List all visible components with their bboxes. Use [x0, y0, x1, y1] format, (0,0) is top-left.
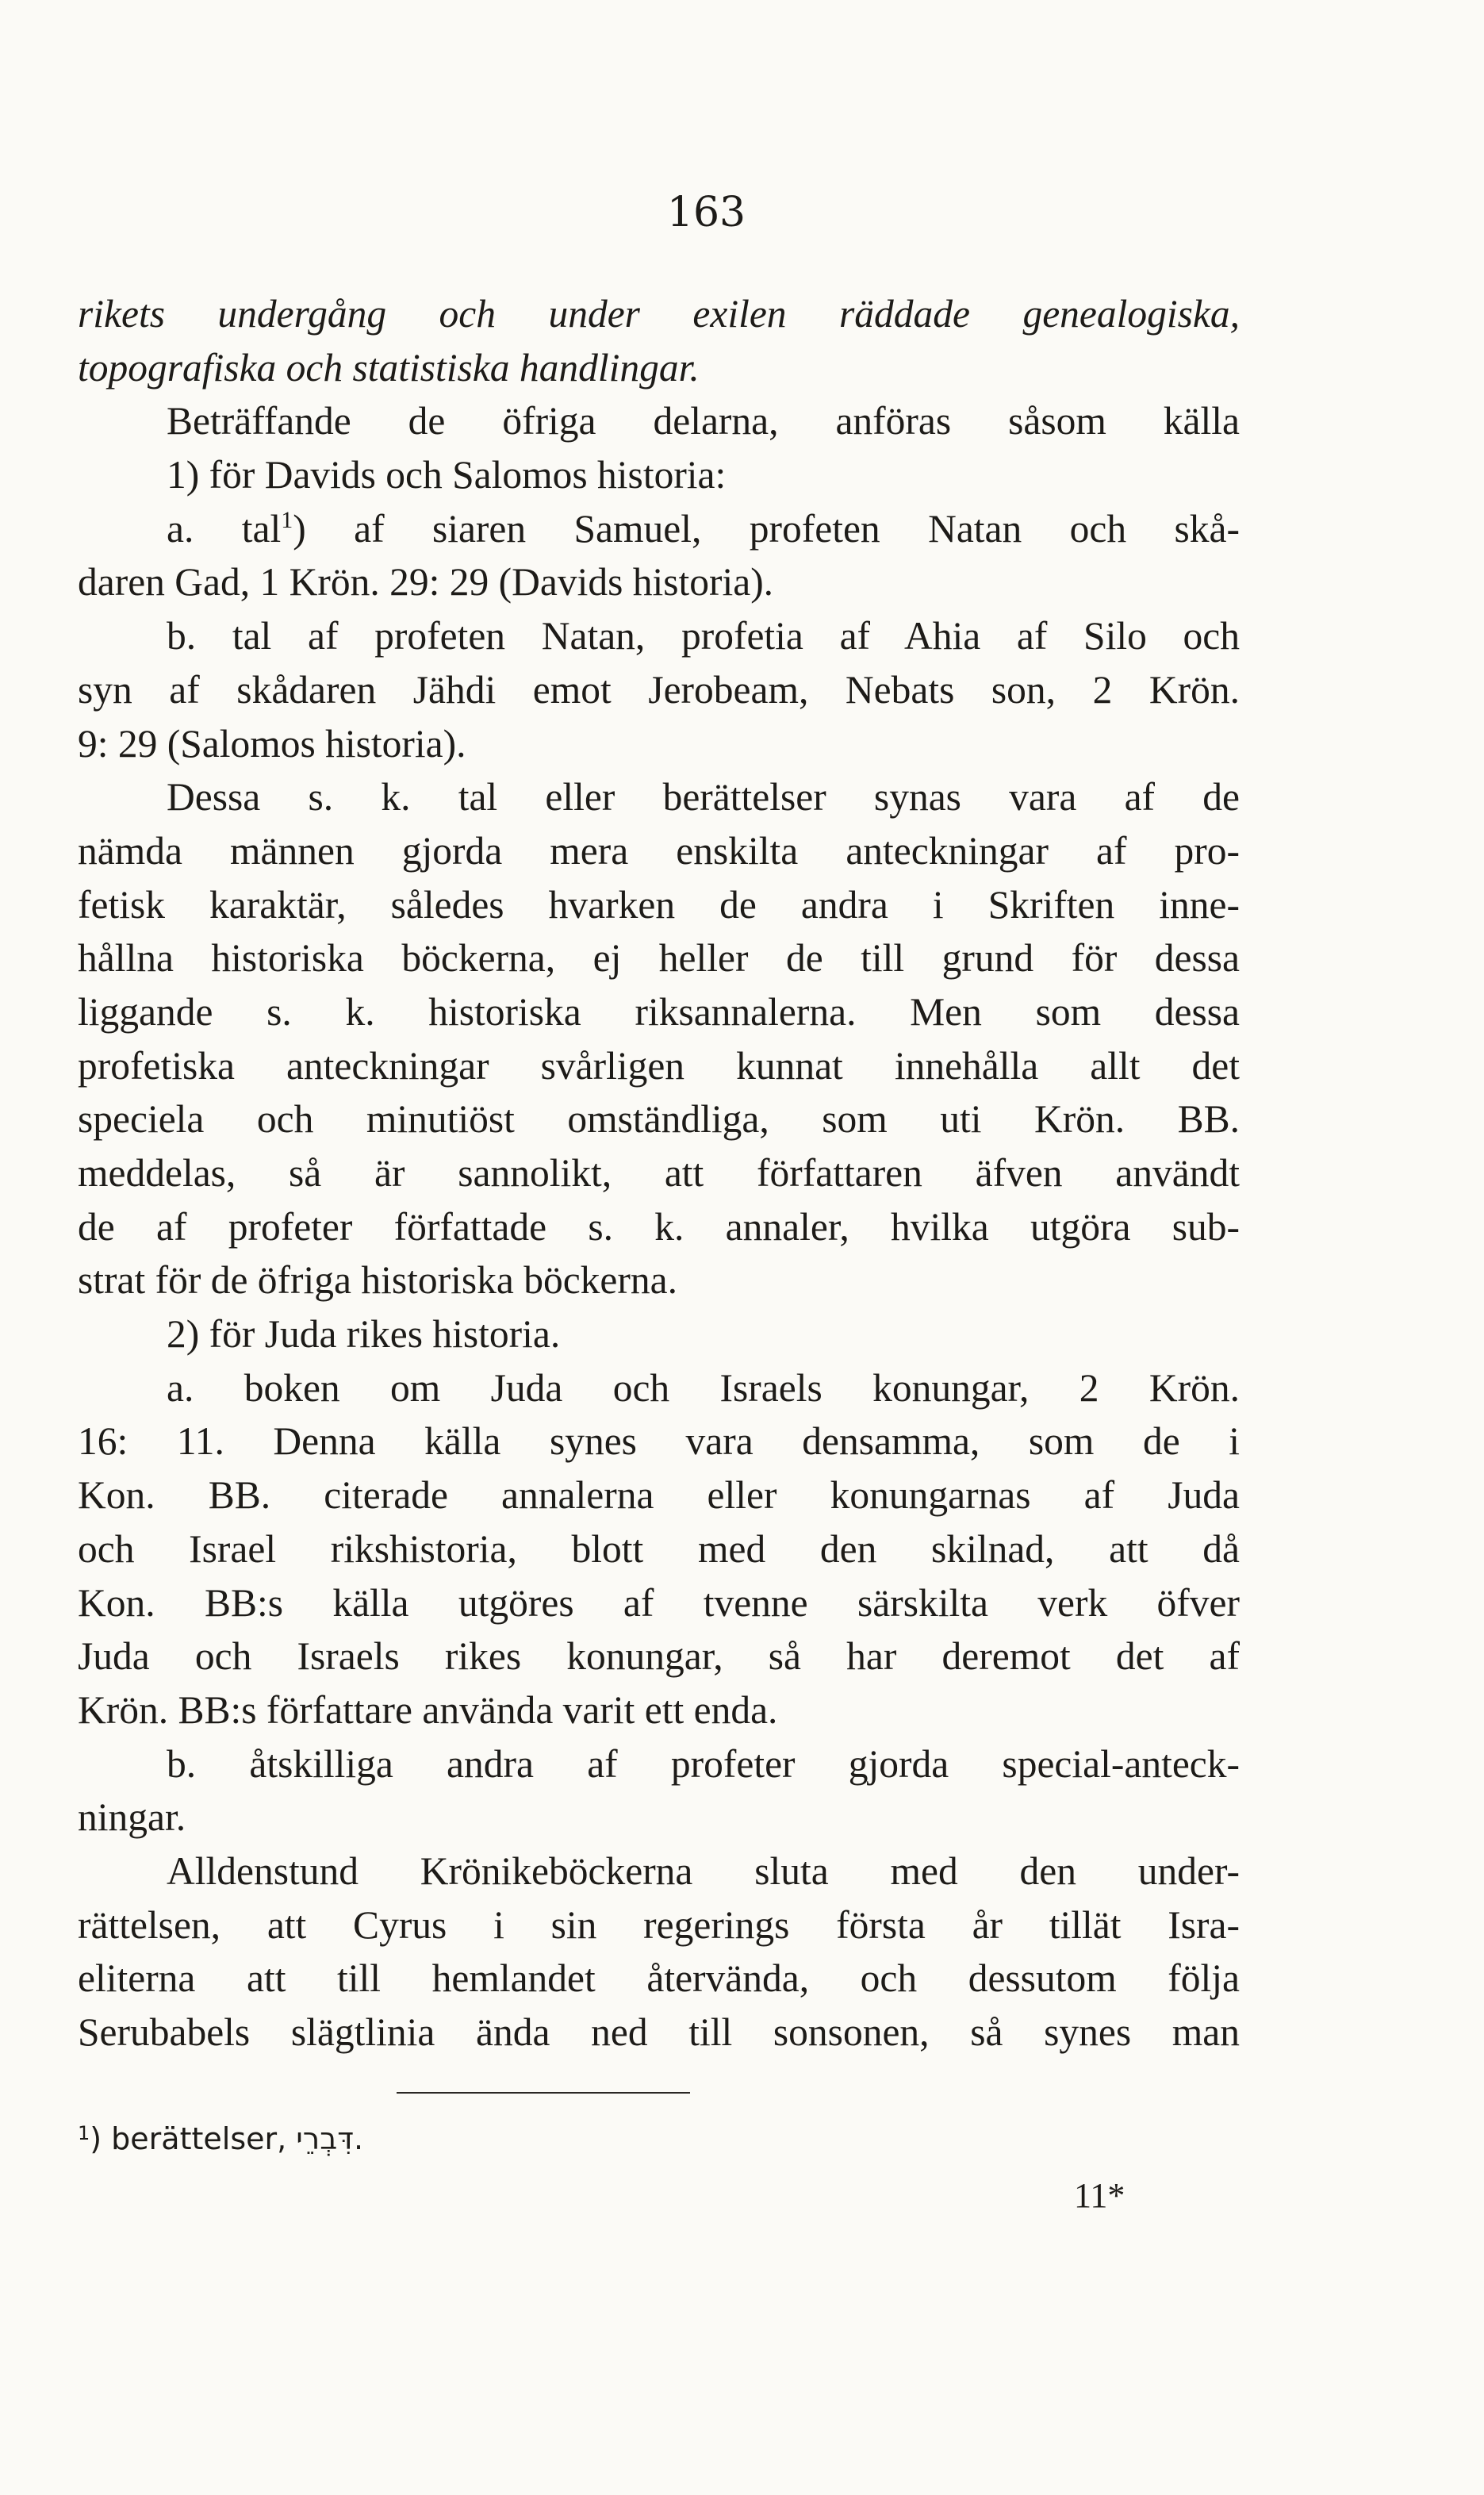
- text-line: [78, 1200, 1240, 1254]
- text-line: [78, 1737, 1240, 1791]
- text-line: [78, 1468, 1240, 1522]
- text-line: [78, 2006, 1240, 2059]
- line-text: Serubabels slägtlinia ända ned till sonsonen, så synes man: [78, 2010, 1240, 2054]
- text-line: [78, 1039, 1240, 1093]
- line-text: Alldenstund Krönikeböckerna sluta med den under-: [167, 1848, 1240, 1893]
- body-text: [78, 287, 1240, 2059]
- text-line: [78, 931, 1240, 985]
- line-text: och Israel rikshistoria, blott med den skilnad, att då: [78, 1526, 1240, 1571]
- text-line: [78, 1629, 1240, 1683]
- text-line: [78, 555, 1240, 609]
- line-text: liggande s. k. historiska riksannalerna. Men som dessa: [78, 989, 1240, 1034]
- text-line: [78, 1092, 1240, 1146]
- text-line: [78, 1844, 1240, 1898]
- text-line: [78, 1361, 1240, 1415]
- text-line: [78, 824, 1240, 878]
- text-line: [78, 717, 1240, 771]
- line-text: 16: 11. Denna källa synes vara densamma, som de i: [78, 1419, 1240, 1464]
- page-number: 163: [666, 189, 746, 236]
- line-text: strat för de öfriga historiska böckerna.: [78, 1258, 677, 1303]
- line-text: nämda männen gjorda mera enskilta anteckningar af pro-: [78, 828, 1240, 873]
- text-line: [78, 1576, 1240, 1630]
- line-text: ningar.: [78, 1795, 186, 1840]
- line-text: Kon. BB. citerade annalerna eller konungarnas af Juda: [78, 1473, 1240, 1518]
- line-text: Dessa s. k. tal eller berättelser synas vara af de: [167, 775, 1240, 820]
- line-text: b. tal af profeten Natan, profetia af Ahia af Silo och: [167, 614, 1240, 658]
- line-text: Beträffande de öfriga delarna, anföras såsom källa: [167, 399, 1240, 443]
- line-text: syn af skådaren Jähdi emot Jerobeam, Nebats son, 2 Krön.: [78, 667, 1240, 712]
- text-line: [78, 502, 1240, 556]
- text-line: [78, 1307, 1240, 1361]
- line-text: hållna historiska böckerna, ej heller de till grund för dessa: [78, 936, 1240, 981]
- line-text: Krön. BB:s författare använda varit ett enda.: [78, 1687, 778, 1732]
- line-text-continued: ) af siaren Samuel, profeten Natan och skå-: [293, 506, 1240, 551]
- footnote-reference: 1: [281, 506, 293, 533]
- text-line: [78, 1683, 1240, 1737]
- footnote-text: ) berättelser, דִּבְרֵי.: [90, 2121, 364, 2156]
- footnote-marker: 1: [78, 2122, 90, 2144]
- text-line: [78, 448, 1240, 502]
- text-line: [78, 1522, 1240, 1576]
- text-line: [78, 287, 1240, 341]
- line-text: eliterna att till hemlandet återvända, och dessutom följa: [78, 1956, 1240, 2001]
- line-text: Juda och Israels rikes konungar, så har deremot det af: [78, 1634, 1240, 1679]
- text-line: [78, 663, 1240, 717]
- line-text: rättelsen, att Cyrus i sin regerings första år tillät Isra-: [78, 1902, 1240, 1947]
- text-line: [78, 1146, 1240, 1200]
- line-text: a. boken om Juda och Israels konungar, 2 Krön.: [167, 1365, 1240, 1410]
- line-text: de af profeter författade s. k. annaler, hvilka utgöra sub-: [78, 1204, 1240, 1249]
- text-line: [78, 770, 1240, 824]
- line-text: topografiska och statistiska handlingar.: [78, 345, 700, 390]
- line-text: Kon. BB:s källa utgöres af tvenne särskilta verk öfver: [78, 1580, 1240, 1625]
- line-text: fetisk karaktär, således hvarken de andra i Skriften inne-: [78, 882, 1240, 927]
- text-line: [78, 1253, 1240, 1307]
- text-line: [78, 609, 1240, 663]
- footnote-divider: [397, 2092, 690, 2094]
- text-line: [78, 1898, 1240, 1952]
- line-text: speciela och minutiöst omständliga, som uti Krön. BB.: [78, 1097, 1240, 1142]
- text-line: [78, 878, 1240, 932]
- line-text: meddelas, så är sannolikt, att författaren äfven användt: [78, 1151, 1240, 1195]
- line-text: 1) för Davids och Salomos historia:: [167, 453, 727, 497]
- footnote: [78, 2120, 363, 2158]
- text-line: [78, 1414, 1240, 1468]
- text-line: [78, 1952, 1240, 2006]
- line-text: a. tal: [167, 506, 282, 551]
- signature-mark: 11*: [1074, 2176, 1125, 2215]
- line-text: 9: 29 (Salomos historia).: [78, 721, 466, 766]
- text-line: [78, 341, 1240, 395]
- text-line: [78, 1791, 1240, 1844]
- text-line: [78, 394, 1240, 448]
- text-line: [78, 985, 1240, 1039]
- line-text: rikets undergång och under exilen räddade genealogiska,: [78, 292, 1240, 336]
- line-text: b. åtskilliga andra af profeter gjorda special-anteck-: [167, 1741, 1240, 1786]
- line-text: profetiska anteckningar svårligen kunnat innehålla allt det: [78, 1043, 1240, 1088]
- line-text: 2) för Juda rikes historia.: [167, 1312, 561, 1357]
- line-text: daren Gad, 1 Krön. 29: 29 (Davids historia).: [78, 560, 774, 605]
